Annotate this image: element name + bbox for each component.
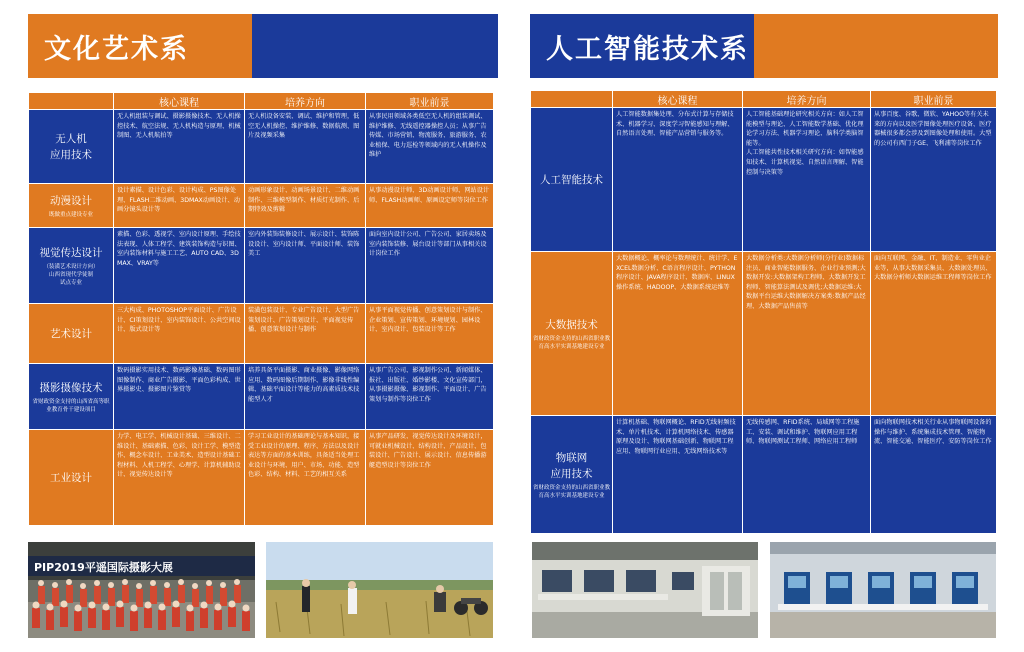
program-name-cell [29,184,114,228]
direction-cell: 动画形象设计、动画场景设计、二维动画制作、三维模型制作、材质灯光制作、后期特效及剪辑 [245,184,366,228]
program-name: 动漫设计 [50,194,92,207]
direction-cell: 学习工业设计的基础理论与基本知识，接受工业设计的原理、程序、方法以及设计表达等方面的基本训练，具备适当处理工业设计与环境、用户、市场、功能、造型色彩、结构、材料、工艺的相互关系 [245,430,366,526]
program-name: 物联网 应用技术 [550,451,593,480]
header-course: 核心课程 [613,91,743,108]
program-name: 无人机 应用技术 [50,132,92,161]
table-row [29,110,494,184]
direction-cell: 大数据分析类:大数据分析师(分行业)数据标注员、商业智能数据服务、企业行业预测;大数据开发:大数据架构工程师、大数据开发工程师、智能算法测试及调优;大数据运维:大数据平台运维大数据解决方案类:数据产品经理、大数据产品售前等 [743,252,871,416]
photo-banner-text: PIP2019平遥国际摄影大展 [34,561,173,574]
header-career: 职业前景 [366,93,494,110]
program-name-cell [29,364,114,430]
program-name-cell [531,416,613,534]
left-course-table [28,92,494,526]
table-row [531,108,997,252]
career-cell: 面向室内设计公司、广告公司、家居卖场及室内装饰装修、展台设计等部门从事相关设计岗位工作 [366,228,494,304]
right-page [530,0,998,652]
field-photo [266,542,493,638]
direction-cell: 培养具备平面摄影、商业摄像、影像网络应用、数码图像后期制作、影像非线性编辑、基础平面设计等能力的高素质技术技能型人才 [245,364,366,430]
career-cell: 从事平面视觉传播、创意策划设计与制作、企业策划、宣传策划、环境规划、园林设计、室内设计、包装设计等工作 [366,304,494,364]
header-course: 核心课程 [114,93,245,110]
program-note: 省财政资金支持的山西省职业教育高水平实训基地建设专业 [533,335,611,350]
course-cell: 人工智能数据集处理、分布式计算与存储技术、机器学习、深度学习智能感知与理解、自然语言处理、智能产品营销与服务等。 [613,108,743,252]
career-cell: 从事产品研发、视觉传达设计及环境设计，可就业机械设计、结构设计、产品设计、包装设计、广告设计、展示设计、信息传播游艇造型设计等岗位工作 [366,430,494,526]
direction-cell: 人工智能基础理论研究相关方向：如人工智能模型与理论、人工智能数学基础、优化理论学习方法、机器学习理论、脑科学类脑智能等。 人工智能共性技术相关研究方向：如智能感知技术、计算机视觉、自然语言理解、智能控制与决策等 [743,108,871,252]
header-career: 职业前景 [871,91,997,108]
program-name: 视觉传达设计 [39,246,103,259]
program-name-cell [29,228,114,304]
program-name: 摄影摄像技术 [39,381,103,394]
course-cell: 计算机基础、物联网概论、RFID无线射频技术、单片机技术、计算机网络技术、传感器原理及设计、物联网基础创新、物联网工程应用、物联网行业应用、无线网络技术等 [613,416,743,534]
table-row [531,416,997,534]
direction-cell: 室内外装饰装修设计、展示设计、装饰陈设设计、室内设计师、平面设计师、装饰美工 [245,228,366,304]
program-name-cell [531,252,613,416]
career-cell: 面向物联网技术相关行业从事物联网设备的操作与维护、系统集成技术管理、智能物流、智能交通、智能医疗、安防等岗位工作 [871,416,997,534]
career-cell: 面向互联网、金融、IT、制造业、零售业企业等，从事大数据采集员、大数据处理员、大数据分析师大数据运维工程师等岗位工作 [871,252,997,416]
table-row [29,364,494,430]
left-banner [28,14,498,78]
table-row [29,430,494,526]
header-direction: 培养方向 [743,91,871,108]
program-name-cell [531,108,613,252]
career-cell: 从事广告公司、影视制作公司、新闻媒体、报社、出版社、婚纱影楼、文化宣传部门，从事摄影摄像、影视制作、平面设计、广告策划与制作等岗位工作 [366,364,494,430]
table-row [531,252,997,416]
header-spacer [531,91,613,108]
course-cell: 设计素描、设计色彩、设计构成、PS图像处理、FLASH二维动画、3DMAX动画设计、动画分镜头设计等 [114,184,245,228]
table-row [29,304,494,364]
header-spacer [29,93,114,110]
program-name: 大数据技术 [545,318,598,331]
program-note: （装潢艺术设计方向） 山西省现代学徒制 试点专业 [43,263,99,286]
course-cell: 大数据概论、概率论与数理统计、统计学、EXCEL数据分析、C语言程序设计、PYTHON程序设计、JAVA程序设计、数据库、LINUX操作系统、HADOOP、大数据系统运维等 [613,252,743,416]
career-cell: 从事动漫设计师、3D动画设计师、网站设计师、FLASH动画师、原画设定师等岗位工作 [366,184,494,228]
course-cell: 三大构成、PHOTOSHOP平面设计、广告设计、CI策划设计、室内装饰设计、公共空间设计、版式设计等 [114,304,245,364]
program-name-cell [29,304,114,364]
program-name: 人工智能技术 [540,173,603,186]
direction-cell: 无线传感网、RFID系统、局域网等工程施工、安装、调试和维护、物联网应用工程师、物联网测试工程师、网络应用工程师 [743,416,871,534]
program-name-cell [29,110,114,184]
course-cell: 无人机组装与调试、摄影摄像技术、无人机操控技术、航空法规、无人机构造与原理、机械制图、无人机航拍等 [114,110,245,184]
course-cell: 力学、电工学、机械设计基础、三维设计、二维设计、基础素描、色彩、设计工学、模型造作、概念车设计、工业美术、造型设计基础工程材料、人机工程学、心理学、计算机辅助设计、视觉传达设计等 [114,430,245,526]
right-page-title: 人工智能技术系 [546,33,749,65]
right-course-table [530,90,997,534]
direction-cell: 装潢包装设计、专业广告设计、大型广告策划设计、广告策划设计、平面视觉传播、创意策划设计与制作 [245,304,366,364]
program-name-cell [29,430,114,526]
group-photo [28,542,255,638]
program-note: 省财政资金支持的山西省高等职业教育骨干建设项目 [32,398,110,413]
course-cell: 数码摄影实用技术、数码影像基础、数码图形图像制作、商业广告摄影、平面色彩构成、世界摄影史、摄影图片鉴赏等 [114,364,245,430]
table-row [29,184,494,228]
program-name: 艺术设计 [50,327,92,340]
program-note: 省财政资金支持的山西省职业教育高水平实训基地建设专业 [533,484,611,499]
program-name: 工业设计 [50,471,92,484]
left-page [28,0,498,652]
computer-lab-photo [532,542,758,638]
table-row [29,228,494,304]
course-cell: 素描、色彩、透视学、室内设计原理、手绘技法表现、人体工程学、建筑装饰构造与识图、室内装饰材料与施工工艺、AUTO CAD、3DMAX、VRAY等 [114,228,245,304]
direction-cell: 无人机设备安装、调试、维护和管理，低空无人机操控、维护维修、数据航测、图片及视频采集 [245,110,366,184]
career-cell: 从事百度、谷歌、微软、YAHOO等有关未来的方向以及医学图像处理医疗设备、医疗器械很多都会涉及到图像处理和使用。大型的公司有西门子GE、飞利浦等岗位工作 [871,108,997,252]
right-banner [530,14,998,78]
program-note: 既做重点建设专业 [48,211,93,218]
left-page-title: 文化艺术系 [44,33,189,65]
header-direction: 培养方向 [245,93,366,110]
career-cell: 从事民用领域各类低空无人机的组装调试、维护维修、无线遥控器操控人员；从事广告传媒、市场营销、物流服务、旅游服务、农业植保、电力巡检等领域内的无人机操作及维护 [366,110,494,184]
iot-lab-photo [770,542,996,638]
